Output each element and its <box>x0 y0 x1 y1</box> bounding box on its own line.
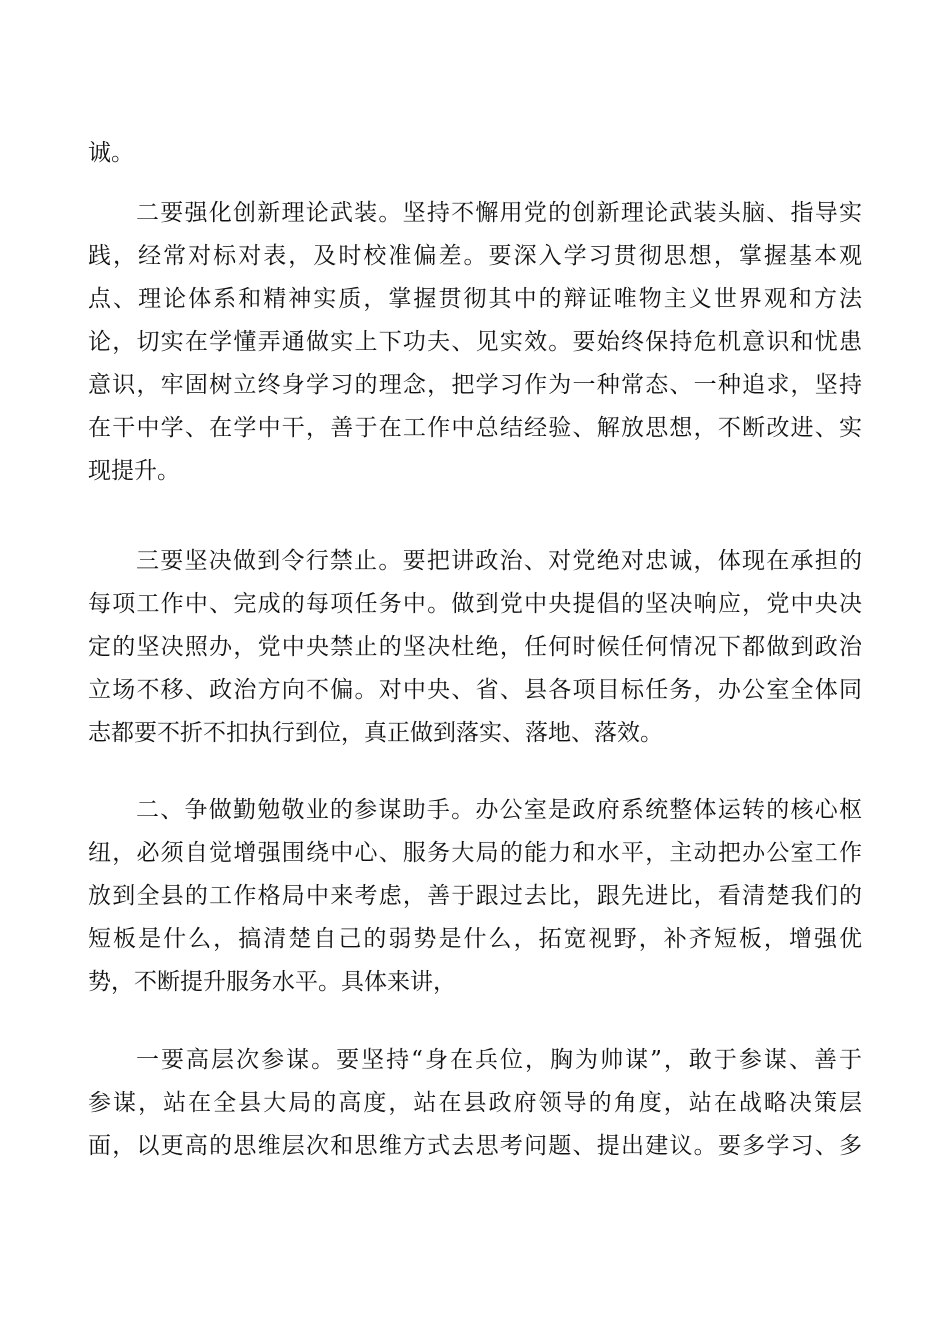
paragraph-2-line-5: 意识，牢固树立终身学习的理念，把学习作为一种常态、一种追求，坚持 <box>88 372 862 398</box>
paragraph-4-line-3: 放到全县的工作格局中来考虑，善于跟过去比，跟先进比，看清楚我们的 <box>88 883 862 909</box>
paragraph-3-line-5: 志都要不折不扣执行到位，真正做到落实、落地、落效。 <box>88 720 663 746</box>
paragraph-3-line-3: 定的坚决照办，党中央禁止的坚决杜绝，任何时候任何情况下都做到政治 <box>88 634 862 660</box>
paragraph-4-line-4: 短板是什么，搞清楚自己的弱势是什么，拓宽视野，补齐短板，增强优 <box>88 926 862 952</box>
paragraph-4-line-5: 势，不断提升服务水平。具体来讲， <box>88 969 456 995</box>
paragraph-3-line-4: 立场不移、政治方向不偏。对中央、省、县各项目标任务，办公室全体同 <box>88 677 862 703</box>
paragraph-3-line-2: 每项工作中、完成的每项任务中。做到党中央提倡的坚决响应，党中央决 <box>88 591 862 617</box>
paragraph-1-line-1: 诚。 <box>88 140 134 166</box>
paragraph-5-line-3: 面，以更高的思维层次和思维方式去思考问题、提出建议。要多学习、多 <box>88 1133 862 1159</box>
paragraph-5-line-2: 参谋，站在全县大局的高度，站在县政府领导的角度，站在战略决策层 <box>88 1090 862 1116</box>
paragraph-4-line-2: 纽，必须自觉增强围绕中心、服务大局的能力和水平，主动把办公室工作 <box>88 840 862 866</box>
paragraph-2-line-7: 现提升。 <box>88 458 180 484</box>
paragraph-3-line-1: 三要坚决做到令行禁止。要把讲政治、对党绝对忠诚，体现在承担的 <box>136 548 862 574</box>
paragraph-2-line-4: 论，切实在学懂弄通做实上下功夫、见实效。要始终保持危机意识和忧患 <box>88 329 862 355</box>
paragraph-2-line-6: 在干中学、在学中干，善于在工作中总结经验、解放思想，不断改进、实 <box>88 415 862 441</box>
paragraph-5-line-1: 一要高层次参谋。要坚持“身在兵位，胸为帅谋”，敢于参谋、善于 <box>136 1047 862 1073</box>
paragraph-2-line-3: 点、理论体系和精神实质，掌握贯彻其中的辩证唯物主义世界观和方法 <box>88 286 862 312</box>
paragraph-2-line-1: 二要强化创新理论武装。坚持不懈用党的创新理论武装头脑、指导实 <box>136 200 862 226</box>
paragraph-2-line-2: 践，经常对标对表，及时校准偏差。要深入学习贯彻思想，掌握基本观 <box>88 243 862 269</box>
paragraph-4-line-1: 二、争做勤勉敬业的参谋助手。办公室是政府系统整体运转的核心枢 <box>136 797 862 823</box>
